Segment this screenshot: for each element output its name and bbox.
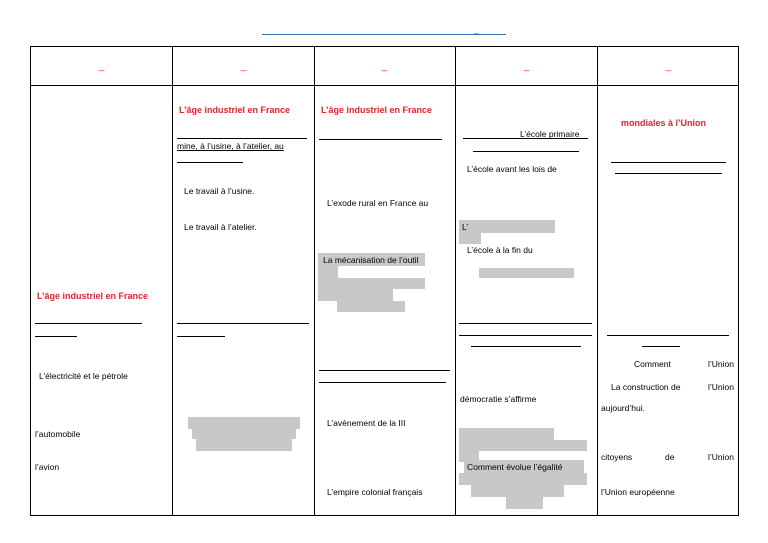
blank-line — [319, 370, 450, 371]
redacted-block — [318, 278, 425, 289]
blank-line — [35, 336, 77, 337]
column-divider — [172, 47, 173, 515]
header-cell-5: _ — [665, 61, 672, 72]
col1-item: L’électricité et le pétrole — [39, 371, 128, 381]
col4-item: L’école avant les lois de — [467, 164, 557, 174]
col3-item: L’empire colonial français — [327, 487, 423, 497]
blank-line — [319, 382, 446, 383]
col4-item: Comment évolue l’égalité — [467, 462, 563, 472]
redacted-block — [506, 497, 543, 509]
blank-line — [611, 162, 726, 163]
redacted-block — [192, 429, 296, 439]
blank-line — [473, 151, 579, 152]
col5-text: l’Union — [708, 452, 734, 462]
redacted-block — [459, 440, 587, 451]
column-divider — [314, 47, 315, 515]
col5-text: de — [665, 452, 675, 462]
col3-item: La mécanisation de l’outil — [323, 255, 419, 265]
header-cell-2: _ — [240, 61, 247, 72]
redacted-block — [196, 439, 292, 451]
header-cell-3: _ — [381, 61, 388, 72]
blank-line — [319, 139, 442, 140]
col3-item: L’avènement de la III — [327, 418, 406, 428]
title-marker: _ — [474, 24, 480, 34]
redacted-block — [459, 220, 555, 233]
column-divider — [597, 47, 598, 515]
col4-item: démocratie s’affirme — [460, 394, 537, 404]
col5-text: l’Union — [708, 382, 734, 392]
blank-line — [459, 323, 592, 324]
redacted-block — [459, 428, 554, 440]
header-cell-1: _ — [98, 61, 105, 72]
blank-line — [177, 323, 309, 324]
col4-item: L’ — [462, 222, 469, 232]
redacted-block — [337, 301, 405, 312]
col5-heading: mondiales à l’Union — [621, 118, 707, 128]
col5-text: La construction de — [611, 382, 681, 392]
col5-text: citoyens — [601, 452, 633, 462]
redacted-block — [459, 233, 481, 244]
col5-text: l’Union — [708, 359, 734, 369]
blank-line — [177, 336, 225, 337]
blank-line — [177, 138, 307, 139]
blank-line — [642, 346, 680, 347]
header-cell-4: _ — [523, 61, 530, 72]
redacted-block — [318, 266, 338, 278]
col3-heading: L’âge industriel en France — [321, 105, 433, 115]
lesson-table — [30, 46, 739, 516]
col5-text: l’Union européenne — [601, 487, 675, 497]
redacted-block — [479, 268, 574, 278]
col2-line: mine, à l’usine, à l’atelier, au — [177, 141, 284, 151]
redacted-block — [459, 473, 587, 485]
col2-item: Le travail à l’atelier. — [184, 222, 257, 232]
blank-line — [35, 323, 142, 324]
col1-item: l’avion — [35, 462, 60, 472]
blank-line — [471, 346, 581, 347]
col3-item: L’exode rural en France au — [327, 198, 429, 208]
header-divider — [31, 85, 738, 86]
col5-text: Comment — [634, 359, 671, 369]
col1-item: l’automobile — [35, 429, 81, 439]
blank-line — [177, 162, 243, 163]
title-underline — [262, 34, 506, 35]
blank-line — [459, 335, 592, 336]
column-divider — [455, 47, 456, 515]
col4-item: L’école à la fin du — [467, 245, 533, 255]
redacted-block — [471, 485, 564, 497]
col4-item: L’école primaire — [520, 129, 580, 139]
redacted-block — [318, 289, 393, 301]
col2-heading: L’âge industriel en France — [179, 105, 291, 115]
blank-line — [615, 173, 722, 174]
col2-item: Le travail à l’usine. — [184, 186, 255, 196]
col1-heading: L’âge industriel en France — [37, 291, 149, 301]
blank-line — [607, 335, 729, 336]
col5-text: aujourd’hui. — [601, 403, 645, 413]
redacted-block — [188, 417, 300, 429]
